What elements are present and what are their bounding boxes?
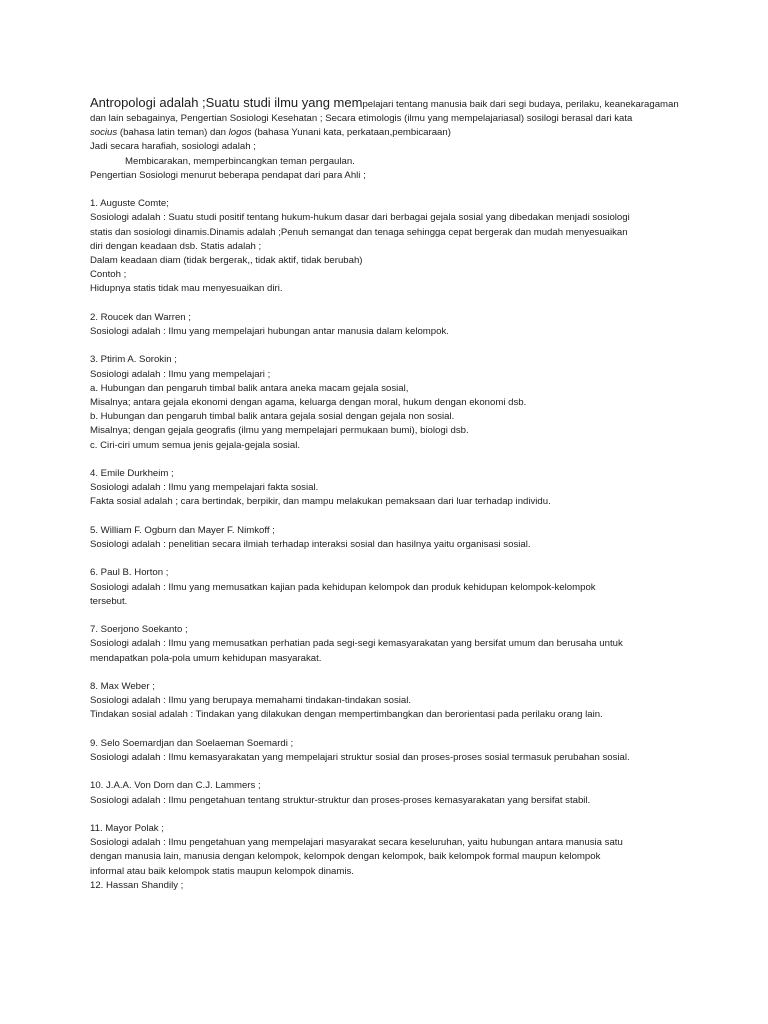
section-line: tersebut. <box>90 595 128 607</box>
section-title: 9. Selo Soemardjan dan Soelaeman Soemardi ; <box>90 737 294 749</box>
section-title: 7. Soerjono Soekanto ; <box>90 624 188 636</box>
section-line: Sosiologi adalah : Ilmu yang memusatkan perhatian pada segi-segi kemasyarakatan yang bersifat umum dan berusaha untuk <box>90 638 623 650</box>
intro-lead: Antropologi adalah ;Suatu studi ilmu yang mem <box>90 95 363 110</box>
section-line: Contoh ; <box>90 269 127 281</box>
intro-line-6: Pengertian Sosiologi menurut beberapa pendapat dari para Ahli ; <box>90 169 366 181</box>
term-socius: socius <box>90 127 118 139</box>
term-logos: logos <box>228 127 252 139</box>
section-line: statis dan sosiologi dinamis.Dinamis adalah ;Penuh semangat dan tenaga sehingga cepat bergerak dan mudah menyesuaikan <box>90 226 628 238</box>
section-durkheim <box>90 467 682 510</box>
section-line: Misalnya; dengan gejala geografis (ilmu yang mempelajari permukaan bumi), biologi dsb. <box>90 425 469 437</box>
section-line: diri dengan keadaan dsb. Statis adalah ; <box>90 240 262 252</box>
section-weber <box>90 680 682 723</box>
intro-line-1 <box>90 95 682 112</box>
section-title: 12. Hassan Shandily ; <box>90 879 184 891</box>
section-line: Tindakan sosial adalah : Tindakan yang dilakukan dengan mempertimbangkan dan berorientasi pada perilaku orang lain. <box>90 709 603 721</box>
intro-line-3: socius (bahasa latin teman) dan logos (bahasa Yunani kata, perkataan,pembicaraan) <box>90 127 451 139</box>
section-title: 1. Auguste Comte; <box>90 198 169 210</box>
section-line: Sosiologi adalah : Ilmu yang berupaya memahami tindakan-tindakan sosial. <box>90 695 412 707</box>
section-title: 8. Max Weber ; <box>90 681 155 692</box>
section-line: Sosiologi adalah : Ilmu yang mempelajari ; <box>90 368 271 380</box>
section-mayor-polak <box>90 822 682 879</box>
section-line: a. Hubungan dan pengaruh timbal balik antara aneka macam gejala sosial, <box>90 382 409 394</box>
section-line: Sosiologi adalah : Suatu studi positif tentang hukum-hukum dasar dari berbagai gejala sosial yang dibedakan menjadi sosiologi <box>90 212 630 224</box>
section-shandily <box>90 879 682 893</box>
section-line: Fakta sosial adalah ; cara bertindak, berpikir, dan mampu melakukan pemaksaan dari luar terhadap individu. <box>90 496 551 508</box>
section-line: Hidupnya statis tidak mau menyesuaikan diri. <box>90 283 283 295</box>
section-sorokin <box>90 353 682 452</box>
section-line: Misalnya; antara gejala ekonomi dengan agama, keluarga dengan moral, hukum dengan ekonomi dsb. <box>90 397 527 409</box>
section-line: Sosiologi adalah : Ilmu yang mempelajari hubungan antar manusia dalam kelompok. <box>90 326 449 338</box>
document-body <box>90 95 682 893</box>
section-line: Dalam keadaan diam (tidak bergerak,, tidak aktif, tidak berubah) <box>90 255 363 267</box>
section-title: 5. William F. Ogburn dan Mayer F. Nimkoff ; <box>90 524 275 536</box>
intro-line-2: dan lain sebagainya, Pengertian Sosiologi Kesehatan ; Secara etimologis (ilmu yang mempelajariasal) sosilogi berasal dari kata <box>90 113 633 124</box>
section-soemardjan-soemardi <box>90 737 682 765</box>
section-soekanto <box>90 623 682 666</box>
section-line: Sosiologi adalah : Ilmu yang mempelajari fakta sosial. <box>90 482 319 494</box>
section-title: 11. Mayor Polak ; <box>90 822 164 834</box>
intro-line-5: Membicarakan, memperbincangkan teman pergaulan. <box>125 155 355 167</box>
intro-rest: pelajari tentang manusia baik dari segi budaya, perilaku, keanekaragaman <box>362 99 679 110</box>
section-roucek-warren <box>90 311 682 339</box>
section-line: Sosiologi adalah : Ilmu kemasyarakatan yang mempelajari struktur sosial dan proses-proses sosial termasuk perubahan sosial. <box>90 752 630 763</box>
section-line: mendapatkan pola-pola umum kehidupan masyarakat. <box>90 652 322 664</box>
section-title: 3. Ptirim A. Sorokin ; <box>90 354 177 366</box>
section-line: Sosiologi adalah : Ilmu pengetahuan tentang struktur-struktur dan proses-proses kemasyarakatan yang bersifat stabil. <box>90 794 591 806</box>
section-von-dorn-lammers <box>90 779 682 807</box>
section-title: 6. Paul B. Horton ; <box>90 567 169 579</box>
intro-line-4: Jadi secara harafiah, sosiologi adalah ; <box>90 141 256 153</box>
section-line: Sosiologi adalah : Ilmu yang memusatkan kajian pada kehidupan kelompok dan produk kehidupan kelompok-kelompok <box>90 581 596 593</box>
section-line: c. Ciri-ciri umum semua jenis gejala-gejala sosial. <box>90 439 301 451</box>
section-line: Sosiologi adalah : Ilmu pengetahuan yang mempelajari masyarakat secara keseluruhan, yaitu hubungan antara manusia satu <box>90 837 623 849</box>
section-line: b. Hubungan dan pengaruh timbal balik antara gejala sosial dengan gejala non sosial. <box>90 411 455 423</box>
section-auguste-comte <box>90 197 682 296</box>
section-line: informal atau baik kelompok statis maupun kelompok dinamis. <box>90 865 354 877</box>
section-line: dengan manusia lain, manusia dengan kelompok, kelompok dengan kelompok, baik kelompok formal maupun kelompok <box>90 851 601 863</box>
section-horton <box>90 566 682 609</box>
section-title: 4. Emile Durkheim ; <box>90 468 174 480</box>
section-title: 2. Roucek dan Warren ; <box>90 311 191 323</box>
section-line: Sosiologi adalah : penelitian secara ilmiah terhadap interaksi sosial dan hasilnya yaitu organisasi sosial. <box>90 539 531 551</box>
section-ogburn-nimkoff <box>90 524 682 552</box>
section-title: 10. J.A.A. Von Dorn dan C.J. Lammers ; <box>90 780 261 792</box>
